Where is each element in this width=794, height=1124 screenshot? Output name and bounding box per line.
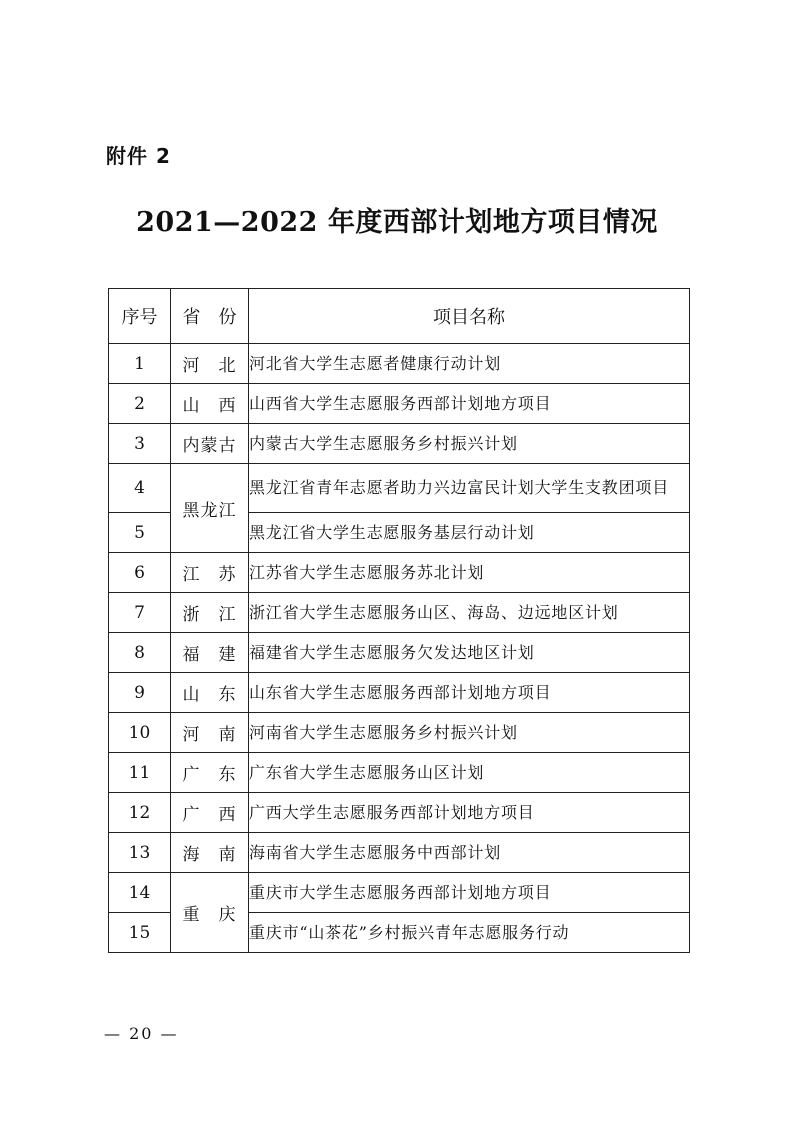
table-row (109, 793, 690, 833)
row-project-name: 山东省大学生志愿服务西部计划地方项目 (249, 673, 690, 713)
row-no: 6 (109, 553, 171, 593)
table-row (109, 464, 690, 513)
row-province: 山 东 (171, 673, 249, 713)
row-no: 15 (109, 913, 171, 953)
project-table (108, 288, 690, 953)
table-row (109, 833, 690, 873)
table-row (109, 553, 690, 593)
row-province: 黑龙江 (171, 464, 249, 553)
row-province: 浙 江 (171, 593, 249, 633)
row-no: 3 (109, 424, 171, 464)
row-project-name: 重庆市“山茶花”乡村振兴青年志愿服务行动 (249, 913, 690, 953)
row-project-name: 黑龙江省青年志愿者助力兴边富民计划大学生支教团项目 (249, 464, 690, 513)
row-project-name: 河北省大学生志愿者健康行动计划 (249, 344, 690, 384)
row-province: 重 庆 (171, 873, 249, 953)
row-project-name: 海南省大学生志愿服务中西部计划 (249, 833, 690, 873)
row-province: 广 西 (171, 793, 249, 833)
row-no: 9 (109, 673, 171, 713)
row-project-name: 河南省大学生志愿服务乡村振兴计划 (249, 713, 690, 753)
table-row (109, 673, 690, 713)
table-header-row (109, 289, 690, 344)
row-project-name: 福建省大学生志愿服务欠发达地区计划 (249, 633, 690, 673)
row-province: 河 北 (171, 344, 249, 384)
row-no: 10 (109, 713, 171, 753)
row-no: 1 (109, 344, 171, 384)
row-province: 江 苏 (171, 553, 249, 593)
row-no: 13 (109, 833, 171, 873)
row-project-name: 广东省大学生志愿服务山区计划 (249, 753, 690, 793)
row-province: 山 西 (171, 384, 249, 424)
row-no: 12 (109, 793, 171, 833)
row-no: 8 (109, 633, 171, 673)
row-no: 4 (109, 464, 171, 513)
table-row (109, 344, 690, 384)
row-project-name: 重庆市大学生志愿服务西部计划地方项目 (249, 873, 690, 913)
row-province: 内蒙古 (171, 424, 249, 464)
table-row (109, 633, 690, 673)
row-no: 14 (109, 873, 171, 913)
attachment-label: 附件 2 (106, 144, 171, 168)
table-row (109, 873, 690, 913)
row-project-name: 江苏省大学生志愿服务苏北计划 (249, 553, 690, 593)
document-title: 2021—2022 年度西部计划地方项目情况 (136, 207, 658, 238)
table-row (109, 384, 690, 424)
row-no: 11 (109, 753, 171, 793)
row-project-name: 内蒙古大学生志愿服务乡村振兴计划 (249, 424, 690, 464)
row-no: 5 (109, 513, 171, 553)
table-row (109, 593, 690, 633)
header-province: 省 份 (171, 289, 249, 344)
header-name: 项目名称 (249, 289, 690, 344)
row-project-name: 山西省大学生志愿服务西部计划地方项目 (249, 384, 690, 424)
header-no: 序号 (109, 289, 171, 344)
row-province: 河 南 (171, 713, 249, 753)
row-province: 福 建 (171, 633, 249, 673)
row-project-name: 黑龙江省大学生志愿服务基层行动计划 (249, 513, 690, 553)
page-number: — 20 — (104, 1024, 179, 1043)
row-no: 2 (109, 384, 171, 424)
row-no: 7 (109, 593, 171, 633)
table-row (109, 753, 690, 793)
row-province: 海 南 (171, 833, 249, 873)
table-row (109, 713, 690, 753)
table-row (109, 424, 690, 464)
row-province: 广 东 (171, 753, 249, 793)
row-project-name: 广西大学生志愿服务西部计划地方项目 (249, 793, 690, 833)
row-project-name: 浙江省大学生志愿服务山区、海岛、边远地区计划 (249, 593, 690, 633)
